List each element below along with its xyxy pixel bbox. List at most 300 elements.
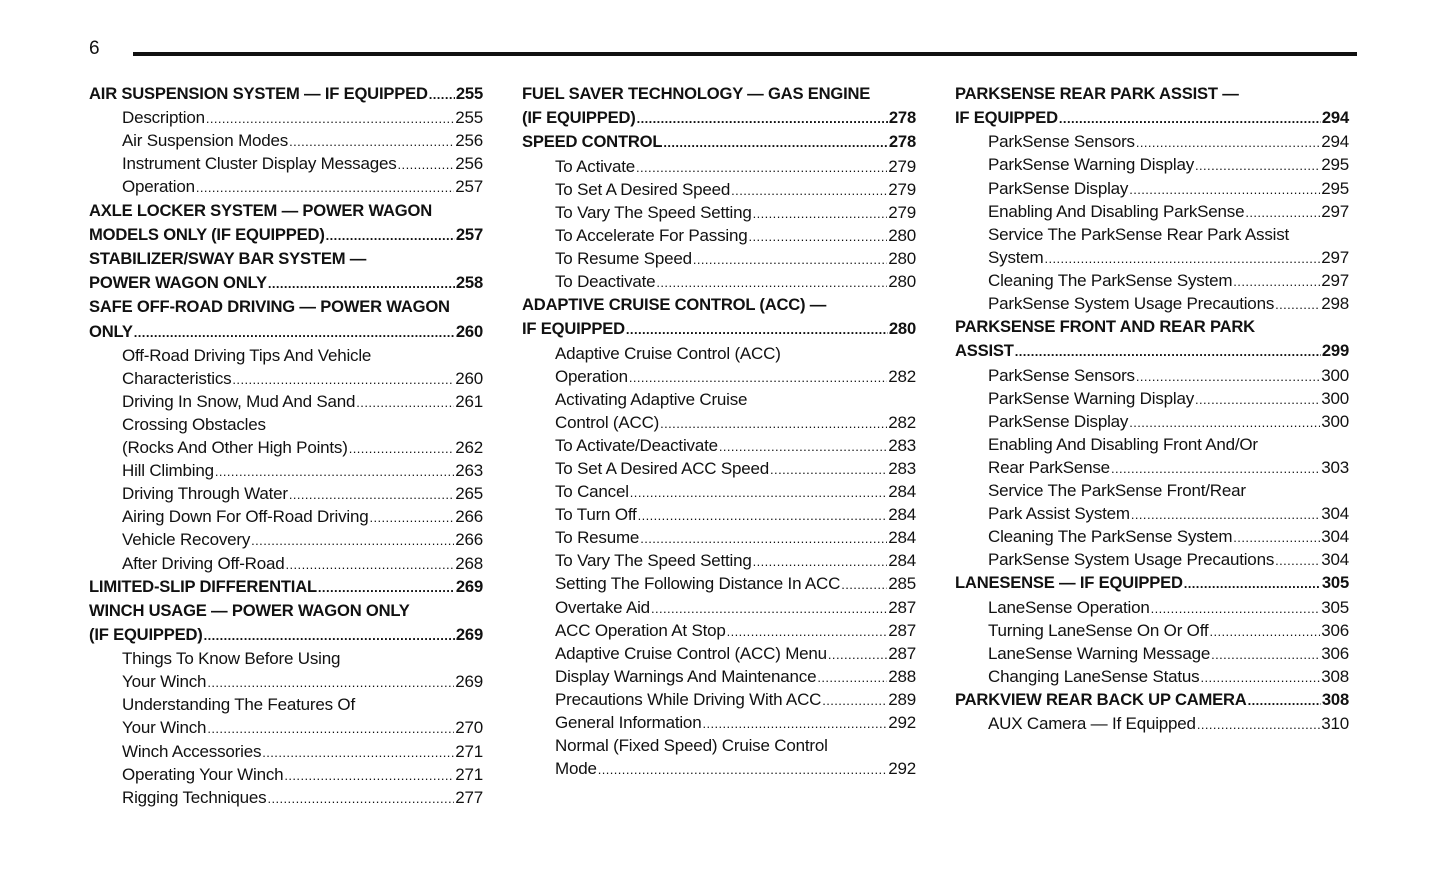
toc-subsection-entry[interactable]: [522, 247, 916, 270]
toc-subsection-entry[interactable]: [89, 106, 483, 129]
toc-subsection-entry[interactable]: [89, 390, 483, 413]
toc-page-number[interactable]: 300: [1321, 388, 1349, 408]
toc-entry-line: [89, 320, 483, 344]
toc-subsection-entry[interactable]: [89, 763, 483, 786]
toc-entry-title[interactable]: PARKVIEW REAR BACK UP CAMERA: [955, 689, 1247, 709]
dot-leader: [1129, 178, 1320, 201]
dot-leader: [267, 787, 454, 810]
toc-entry-line: [89, 693, 483, 716]
toc-section-entry[interactable]: [955, 688, 1349, 712]
toc-subsection-entry[interactable]: [522, 572, 916, 595]
toc-section-entry[interactable]: [89, 82, 483, 106]
toc-entry-title[interactable]: ACC Operation At Stop: [555, 620, 726, 640]
toc-entry-line: [522, 665, 916, 688]
toc-entry-title[interactable]: POWER WAGON ONLY: [89, 273, 267, 293]
toc-subsection-entry[interactable]: [522, 457, 916, 480]
toc-subsection-entry[interactable]: [522, 342, 916, 388]
toc-entry-title[interactable]: Your Winch: [122, 718, 207, 738]
toc-page-number[interactable]: 306: [1321, 620, 1349, 640]
toc-entry-line: [522, 178, 916, 201]
toc-page-number[interactable]: 284: [888, 505, 916, 525]
toc-entry-title[interactable]: ParkSense Warning Display: [988, 388, 1195, 408]
toc-entry-title[interactable]: Operating Your Winch: [122, 764, 284, 784]
toc-entry-line: [522, 457, 916, 480]
toc-page-number[interactable]: 285: [888, 574, 916, 594]
toc-entry-title[interactable]: (IF EQUIPPED): [522, 108, 636, 128]
toc-subsection-entry[interactable]: [89, 482, 483, 505]
toc-entry-line: [522, 201, 916, 224]
toc-entry-title[interactable]: Cleaning The ParkSense System: [988, 270, 1233, 290]
toc-subsection-entry[interactable]: [89, 129, 483, 152]
toc-entry-title[interactable]: Air Suspension Modes: [122, 131, 289, 151]
toc-page-number[interactable]: 263: [455, 461, 483, 481]
toc-page-number[interactable]: 257: [455, 177, 483, 197]
dot-leader: [326, 224, 455, 248]
toc-entry-line: [955, 502, 1349, 525]
dot-leader: [1151, 597, 1321, 620]
toc-subsection-entry[interactable]: [955, 410, 1349, 433]
toc-page-number[interactable]: 279: [888, 202, 916, 222]
toc-subsection-entry[interactable]: [522, 270, 916, 293]
toc-page-number[interactable]: 308: [1321, 689, 1349, 709]
toc-subsection-entry[interactable]: [522, 388, 916, 434]
toc-page-number[interactable]: 297: [1321, 270, 1349, 290]
toc-entry-line: [522, 572, 916, 595]
toc-page-number[interactable]: 261: [455, 391, 483, 411]
toc-page-number[interactable]: 298: [1321, 294, 1349, 314]
toc-entry-title[interactable]: Instrument Cluster Display Messages: [122, 154, 397, 174]
toc-entry-title[interactable]: To Resume Speed: [555, 248, 692, 268]
dot-leader: [1209, 620, 1320, 643]
toc-entry-title[interactable]: Activating Adaptive Cruise: [555, 389, 748, 409]
toc-page-number[interactable]: 294: [1321, 108, 1349, 128]
toc-entry-line: [955, 130, 1349, 153]
toc-page-number[interactable]: 306: [1321, 643, 1349, 663]
toc-subsection-entry[interactable]: [955, 548, 1349, 571]
toc-page-number[interactable]: 280: [888, 319, 916, 339]
toc-entry-title[interactable]: LaneSense Warning Message: [988, 643, 1211, 663]
toc-entry-title[interactable]: Airing Down For Off-Road Driving: [122, 507, 369, 527]
toc-entry-line: [522, 596, 916, 619]
toc-subsection-entry[interactable]: [955, 387, 1349, 410]
dot-leader: [1200, 666, 1320, 689]
toc-page-number[interactable]: 284: [888, 528, 916, 548]
toc-page-number[interactable]: 268: [455, 553, 483, 573]
toc-entry-title[interactable]: SPEED CONTROL: [522, 132, 663, 152]
toc-subsection-entry[interactable]: [955, 200, 1349, 223]
toc-subsection-entry[interactable]: [89, 413, 483, 459]
toc-subsection-entry[interactable]: [89, 152, 483, 175]
toc-section-entry[interactable]: [522, 293, 916, 341]
toc-entry-title[interactable]: Precautions While Driving With ACC: [555, 689, 822, 709]
toc-page-number[interactable]: 289: [888, 689, 916, 709]
toc-subsection-entry[interactable]: [89, 505, 483, 528]
toc-subsection-entry[interactable]: [955, 177, 1349, 200]
toc-page-number[interactable]: 284: [888, 551, 916, 571]
toc-page-number[interactable]: 255: [455, 108, 483, 128]
toc-section-entry[interactable]: [522, 130, 916, 154]
toc-entry-line: [89, 575, 483, 599]
toc-page-number[interactable]: 295: [1321, 155, 1349, 175]
toc-entry-title[interactable]: Off-Road Driving Tips And Vehicle: [122, 345, 372, 365]
dot-leader: [629, 366, 887, 389]
toc-subsection-entry[interactable]: [522, 549, 916, 572]
toc-entry-title[interactable]: Things To Know Before Using: [122, 649, 341, 669]
toc-section-entry[interactable]: [955, 571, 1349, 595]
page-number: 6: [89, 38, 100, 59]
toc-subsection-entry[interactable]: [522, 201, 916, 224]
toc-entry-title[interactable]: IF EQUIPPED: [955, 108, 1058, 128]
toc-entry-title[interactable]: ParkSense Warning Display: [988, 155, 1195, 175]
toc-page-number[interactable]: 266: [455, 530, 483, 550]
toc-entry-line: [955, 269, 1349, 292]
toc-page-number[interactable]: 277: [455, 787, 483, 807]
toc-entry-title[interactable]: (IF EQUIPPED): [89, 625, 203, 644]
toc-page-number[interactable]: 283: [888, 435, 916, 455]
toc-entry-line: [89, 247, 483, 271]
toc-subsection-entry[interactable]: [522, 178, 916, 201]
toc-entry-title[interactable]: Vehicle Recovery: [122, 530, 251, 550]
toc-entry-title[interactable]: LaneSense Operation: [988, 597, 1150, 617]
toc-subsection-entry[interactable]: [522, 224, 916, 247]
dot-leader: [828, 643, 887, 666]
toc-entry-title[interactable]: ParkSense Sensors: [988, 365, 1135, 385]
toc-entry-line: [89, 716, 483, 739]
toc-entry-title[interactable]: Driving Through Water: [122, 484, 288, 504]
toc-page-number[interactable]: 287: [888, 643, 916, 663]
toc-entry-title[interactable]: AXLE LOCKER SYSTEM — POWER WAGON: [89, 200, 433, 220]
toc-entry-title[interactable]: To Accelerate For Passing: [555, 225, 748, 245]
toc-entry-title[interactable]: Park Assist System: [988, 504, 1130, 524]
toc-page-number[interactable]: 282: [888, 366, 916, 386]
toc-subsection-entry[interactable]: [955, 642, 1349, 665]
toc-entry-title[interactable]: After Driving Off-Road: [122, 553, 285, 573]
toc-entry-title[interactable]: Adaptive Cruise Control (ACC): [555, 343, 781, 363]
dot-leader: [369, 506, 454, 529]
dot-leader: [626, 318, 888, 342]
toc-subsection-entry[interactable]: [955, 433, 1349, 479]
toc-entry-title[interactable]: Setting The Following Distance In ACC: [555, 574, 841, 594]
toc-page-number[interactable]: 270: [455, 718, 483, 738]
toc-page-number[interactable]: 271: [455, 741, 483, 761]
toc-entry-title[interactable]: To Set A Desired Speed: [555, 179, 731, 199]
toc-subsection-entry[interactable]: [955, 223, 1349, 269]
dot-leader: [215, 460, 454, 483]
toc-section-entry[interactable]: [89, 199, 483, 247]
toc-entry-title[interactable]: ParkSense Sensors: [988, 132, 1135, 152]
dot-leader: [702, 712, 887, 735]
toc-column-3: [955, 82, 1349, 735]
toc-subsection-entry[interactable]: [522, 665, 916, 688]
toc-entry-title[interactable]: Winch Accessories: [122, 741, 262, 761]
toc-subsection-entry[interactable]: [89, 786, 483, 809]
toc-entry-line: [89, 528, 483, 551]
toc-entry-title[interactable]: LANESENSE — IF EQUIPPED: [955, 573, 1183, 593]
toc-page-number[interactable]: 269: [455, 576, 483, 596]
dot-leader: [268, 272, 455, 296]
toc-entry-line: [955, 153, 1349, 176]
toc-entry-title[interactable]: ONLY: [89, 321, 133, 341]
toc-subsection-entry[interactable]: [522, 155, 916, 178]
toc-subsection-entry[interactable]: [522, 642, 916, 665]
toc-page-number[interactable]: 282: [888, 412, 916, 432]
toc-column-1: [89, 82, 483, 809]
toc-page-number[interactable]: 271: [455, 764, 483, 784]
toc-entry-line: [955, 177, 1349, 200]
toc-subsection-entry[interactable]: [522, 503, 916, 526]
toc-entry-title[interactable]: To Activate/Deactivate: [555, 435, 718, 455]
toc-entry-line: [89, 82, 483, 106]
toc-entry-title[interactable]: ADAPTIVE CRUISE CONTROL (ACC) —: [522, 295, 827, 315]
toc-page-number[interactable]: 265: [455, 484, 483, 504]
dot-leader: [1197, 713, 1320, 736]
toc-entry-title[interactable]: Operation: [122, 177, 195, 197]
toc-page-number[interactable]: 287: [888, 620, 916, 640]
toc-page-number[interactable]: 304: [1321, 550, 1349, 570]
dot-leader: [1184, 572, 1321, 596]
toc-page-number[interactable]: 269: [455, 625, 483, 644]
toc-entry-line: [522, 270, 916, 293]
toc-subsection-entry[interactable]: [89, 459, 483, 482]
dot-leader: [817, 666, 887, 689]
toc-entry-title[interactable]: AUX Camera — If Equipped: [988, 714, 1196, 734]
toc-entry-title[interactable]: Enabling And Disabling ParkSense: [988, 201, 1245, 221]
toc-entry-title[interactable]: ASSIST: [955, 341, 1014, 361]
toc-entry-title[interactable]: To Vary The Speed Setting: [555, 202, 752, 222]
toc-page-number[interactable]: 280: [888, 225, 916, 245]
toc-entry-line: [522, 757, 916, 780]
toc-subsection-entry[interactable]: [89, 528, 483, 551]
toc-section-entry[interactable]: [955, 82, 1349, 130]
toc-page-number[interactable]: 280: [888, 248, 916, 268]
toc-section-entry[interactable]: [89, 295, 483, 343]
toc-page-number[interactable]: 292: [888, 713, 916, 732]
toc-page-number[interactable]: 304: [1321, 504, 1349, 524]
toc-subsection-entry[interactable]: [955, 364, 1349, 387]
toc-entry-title[interactable]: PARKSENSE REAR PARK ASSIST —: [955, 84, 1239, 103]
toc-page-number[interactable]: 256: [455, 154, 483, 174]
toc-page-number[interactable]: 262: [455, 438, 483, 458]
toc-page-number[interactable]: 266: [455, 507, 483, 527]
toc-subsection-entry[interactable]: [522, 619, 916, 642]
toc-entry-title[interactable]: Normal (Fixed Speed) Cruise Control: [555, 736, 828, 756]
toc-entry-line: [522, 526, 916, 549]
toc-subsection-entry[interactable]: [955, 269, 1349, 292]
toc-entry-title[interactable]: To Deactivate: [555, 272, 656, 292]
toc-entry-title[interactable]: Crossing Obstacles: [122, 414, 266, 434]
toc-page-number[interactable]: 303: [1321, 457, 1349, 477]
toc-page-number[interactable]: 279: [888, 156, 916, 176]
toc-entry-title[interactable]: ParkSense System Usage Precautions: [988, 550, 1275, 570]
toc-subsection-entry[interactable]: [522, 688, 916, 711]
toc-section-entry[interactable]: [955, 315, 1349, 363]
toc-section-entry[interactable]: [89, 247, 483, 295]
toc-page-number[interactable]: 295: [1321, 178, 1349, 198]
toc-page-number[interactable]: 308: [1321, 666, 1349, 686]
toc-subsection-entry[interactable]: [955, 292, 1349, 315]
toc-page-number[interactable]: 297: [1321, 247, 1349, 267]
toc-page-number[interactable]: 305: [1321, 573, 1349, 593]
toc-subsection-entry[interactable]: [955, 479, 1349, 525]
toc-entry-title[interactable]: General Information: [555, 713, 702, 732]
toc-entry-title[interactable]: Adaptive Cruise Control (ACC) Menu: [555, 643, 827, 663]
toc-subsection-entry[interactable]: [955, 596, 1349, 619]
toc-entry-title[interactable]: Mode: [555, 759, 597, 779]
dot-leader: [289, 130, 454, 153]
toc-entry-title[interactable]: AIR SUSPENSION SYSTEM — IF EQUIPPED: [89, 84, 428, 103]
toc-entry-title[interactable]: Control (ACC): [555, 412, 660, 432]
toc-entry-title[interactable]: Enabling And Disabling Front And/Or: [988, 434, 1258, 454]
dot-leader: [1111, 457, 1320, 480]
toc-subsection-entry[interactable]: [89, 344, 483, 390]
toc-entry-line: [955, 479, 1349, 502]
toc-page-number[interactable]: 255: [455, 84, 483, 103]
toc-page-number[interactable]: 300: [1321, 411, 1349, 431]
toc-entry-title[interactable]: Rear ParkSense: [988, 457, 1110, 477]
toc-subsection-entry[interactable]: [955, 712, 1349, 735]
toc-entry-title[interactable]: Description: [122, 108, 205, 128]
dot-leader: [204, 624, 455, 648]
toc-entry-title[interactable]: FUEL SAVER TECHNOLOGY — GAS ENGINE: [522, 84, 871, 103]
toc-page-number[interactable]: 300: [1321, 365, 1349, 385]
toc-page-number[interactable]: 284: [888, 482, 916, 502]
toc-page-number[interactable]: 280: [888, 272, 916, 292]
dot-leader: [1233, 526, 1320, 549]
toc-entry-line: [522, 106, 916, 130]
toc-subsection-entry[interactable]: [522, 526, 916, 549]
toc-entry-line: [955, 619, 1349, 642]
toc-entry-title[interactable]: Service The ParkSense Rear Park Assist: [988, 224, 1290, 244]
toc-entry-line: [89, 740, 483, 763]
toc-entry-title[interactable]: Rigging Techniques: [122, 787, 267, 807]
toc-entry-title[interactable]: To Set A Desired ACC Speed: [555, 458, 770, 478]
toc-entry-title[interactable]: Cleaning The ParkSense System: [988, 527, 1233, 547]
toc-entry-title[interactable]: Characteristics: [122, 368, 232, 388]
toc-subsection-entry[interactable]: [522, 711, 916, 734]
dot-leader: [1211, 643, 1320, 666]
toc-page-number[interactable]: 260: [455, 321, 483, 341]
toc-subsection-entry[interactable]: [89, 552, 483, 575]
toc-entry-title[interactable]: To Vary The Speed Setting: [555, 551, 752, 571]
toc-page-number[interactable]: 304: [1321, 527, 1349, 547]
toc-page-number[interactable]: 310: [1321, 714, 1349, 734]
toc-subsection-entry[interactable]: [955, 665, 1349, 688]
dot-leader: [1233, 270, 1320, 293]
toc-entry-title[interactable]: ParkSense System Usage Precautions: [988, 294, 1275, 314]
toc-entry-title[interactable]: WINCH USAGE — POWER WAGON ONLY: [89, 600, 410, 620]
toc-subsection-entry[interactable]: [955, 153, 1349, 176]
dot-leader: [753, 202, 888, 225]
toc-entry-line: [955, 548, 1349, 571]
toc-subsection-entry[interactable]: [955, 525, 1349, 548]
dot-leader: [638, 504, 888, 527]
toc-page-number[interactable]: 260: [455, 368, 483, 388]
toc-entry-title[interactable]: To Resume: [555, 528, 640, 548]
toc-entry-line: [89, 763, 483, 786]
dot-leader: [1195, 388, 1320, 411]
toc-subsection-entry[interactable]: [89, 647, 483, 693]
toc-page-number[interactable]: 278: [888, 132, 916, 152]
toc-entry-title[interactable]: Your Winch: [122, 672, 207, 692]
toc-entry-title[interactable]: Driving In Snow, Mud And Sand: [122, 391, 356, 411]
toc-entry-title[interactable]: To Turn Off: [555, 505, 637, 525]
toc-page-number[interactable]: 299: [1321, 341, 1349, 361]
toc-page-number[interactable]: 256: [455, 131, 483, 151]
toc-subsection-entry[interactable]: [522, 434, 916, 457]
toc-section-entry[interactable]: [522, 82, 916, 130]
toc-entry-line: [955, 339, 1349, 363]
toc-column-2: [522, 82, 916, 780]
toc-section-entry[interactable]: [89, 599, 483, 647]
toc-subsection-entry[interactable]: [522, 734, 916, 780]
toc-entry-line: [955, 387, 1349, 410]
toc-subsection-entry[interactable]: [522, 596, 916, 619]
toc-entry-line: [955, 200, 1349, 223]
toc-entry-title[interactable]: IF EQUIPPED: [522, 319, 625, 339]
toc-page-number[interactable]: 283: [888, 458, 916, 478]
toc-entry-line: [89, 344, 483, 367]
toc-entry-title[interactable]: MODELS ONLY (IF EQUIPPED): [89, 224, 325, 244]
toc-entry-title[interactable]: Overtake Aid: [555, 597, 650, 617]
toc-entry-title[interactable]: Hill Climbing: [122, 461, 214, 481]
toc-subsection-entry[interactable]: [89, 740, 483, 763]
toc-entry-title[interactable]: (Rocks And Other High Points): [122, 438, 348, 458]
dot-leader: [727, 620, 888, 643]
toc-page-number[interactable]: 269: [455, 672, 483, 692]
toc-subsection-entry[interactable]: [89, 693, 483, 739]
toc-page-number[interactable]: 288: [888, 666, 916, 686]
toc-entry-title[interactable]: Turning LaneSense On Or Off: [988, 620, 1209, 640]
toc-entry-title[interactable]: LIMITED-SLIP DIFFERENTIAL: [89, 576, 317, 596]
toc-entry-title[interactable]: To Activate: [555, 156, 636, 176]
toc-page-number[interactable]: 257: [455, 224, 483, 244]
toc-page-number[interactable]: 278: [888, 108, 916, 128]
toc-page-number[interactable]: 279: [888, 179, 916, 199]
toc-entry-title[interactable]: System: [988, 247, 1044, 267]
toc-entry-title[interactable]: Display Warnings And Maintenance: [555, 666, 817, 686]
toc-page-number[interactable]: 294: [1321, 132, 1349, 152]
toc-entry-title[interactable]: PARKSENSE FRONT AND REAR PARK: [955, 317, 1255, 337]
toc-entry-line: [522, 711, 916, 734]
toc-entry-title[interactable]: Changing LaneSense Status: [988, 666, 1200, 686]
toc-subsection-entry[interactable]: [89, 175, 483, 198]
toc-page-number[interactable]: 305: [1321, 597, 1349, 617]
toc-entry-title[interactable]: STABILIZER/SWAY BAR SYSTEM —: [89, 248, 367, 268]
toc-entry-line: [955, 642, 1349, 665]
toc-section-entry[interactable]: [89, 575, 483, 599]
toc-entry-title[interactable]: ParkSense Display: [988, 178, 1129, 198]
toc-subsection-entry[interactable]: [955, 130, 1349, 153]
dot-leader: [398, 153, 455, 176]
toc-subsection-entry[interactable]: [522, 480, 916, 503]
toc-entry-title[interactable]: Understanding The Features Of: [122, 695, 355, 715]
toc-page-number[interactable]: 287: [888, 597, 916, 617]
toc-subsection-entry[interactable]: [955, 619, 1349, 642]
toc-entry-title[interactable]: SAFE OFF-ROAD DRIVING — POWER WAGON: [89, 297, 450, 317]
toc-entry-line: [89, 459, 483, 482]
toc-entry-title[interactable]: Operation: [555, 366, 628, 386]
toc-page-number[interactable]: 258: [455, 273, 483, 293]
dot-leader: [1275, 293, 1320, 316]
dot-leader: [637, 107, 888, 131]
toc-entry-title[interactable]: Service The ParkSense Front/Rear: [988, 480, 1246, 500]
toc-page-number[interactable]: 297: [1321, 201, 1349, 221]
dot-leader: [207, 717, 454, 740]
toc-entry-title[interactable]: ParkSense Display: [988, 411, 1129, 431]
toc-entry-title[interactable]: To Cancel: [555, 482, 629, 502]
toc-entry-line: [522, 317, 916, 341]
toc-page-number[interactable]: 292: [888, 759, 916, 779]
